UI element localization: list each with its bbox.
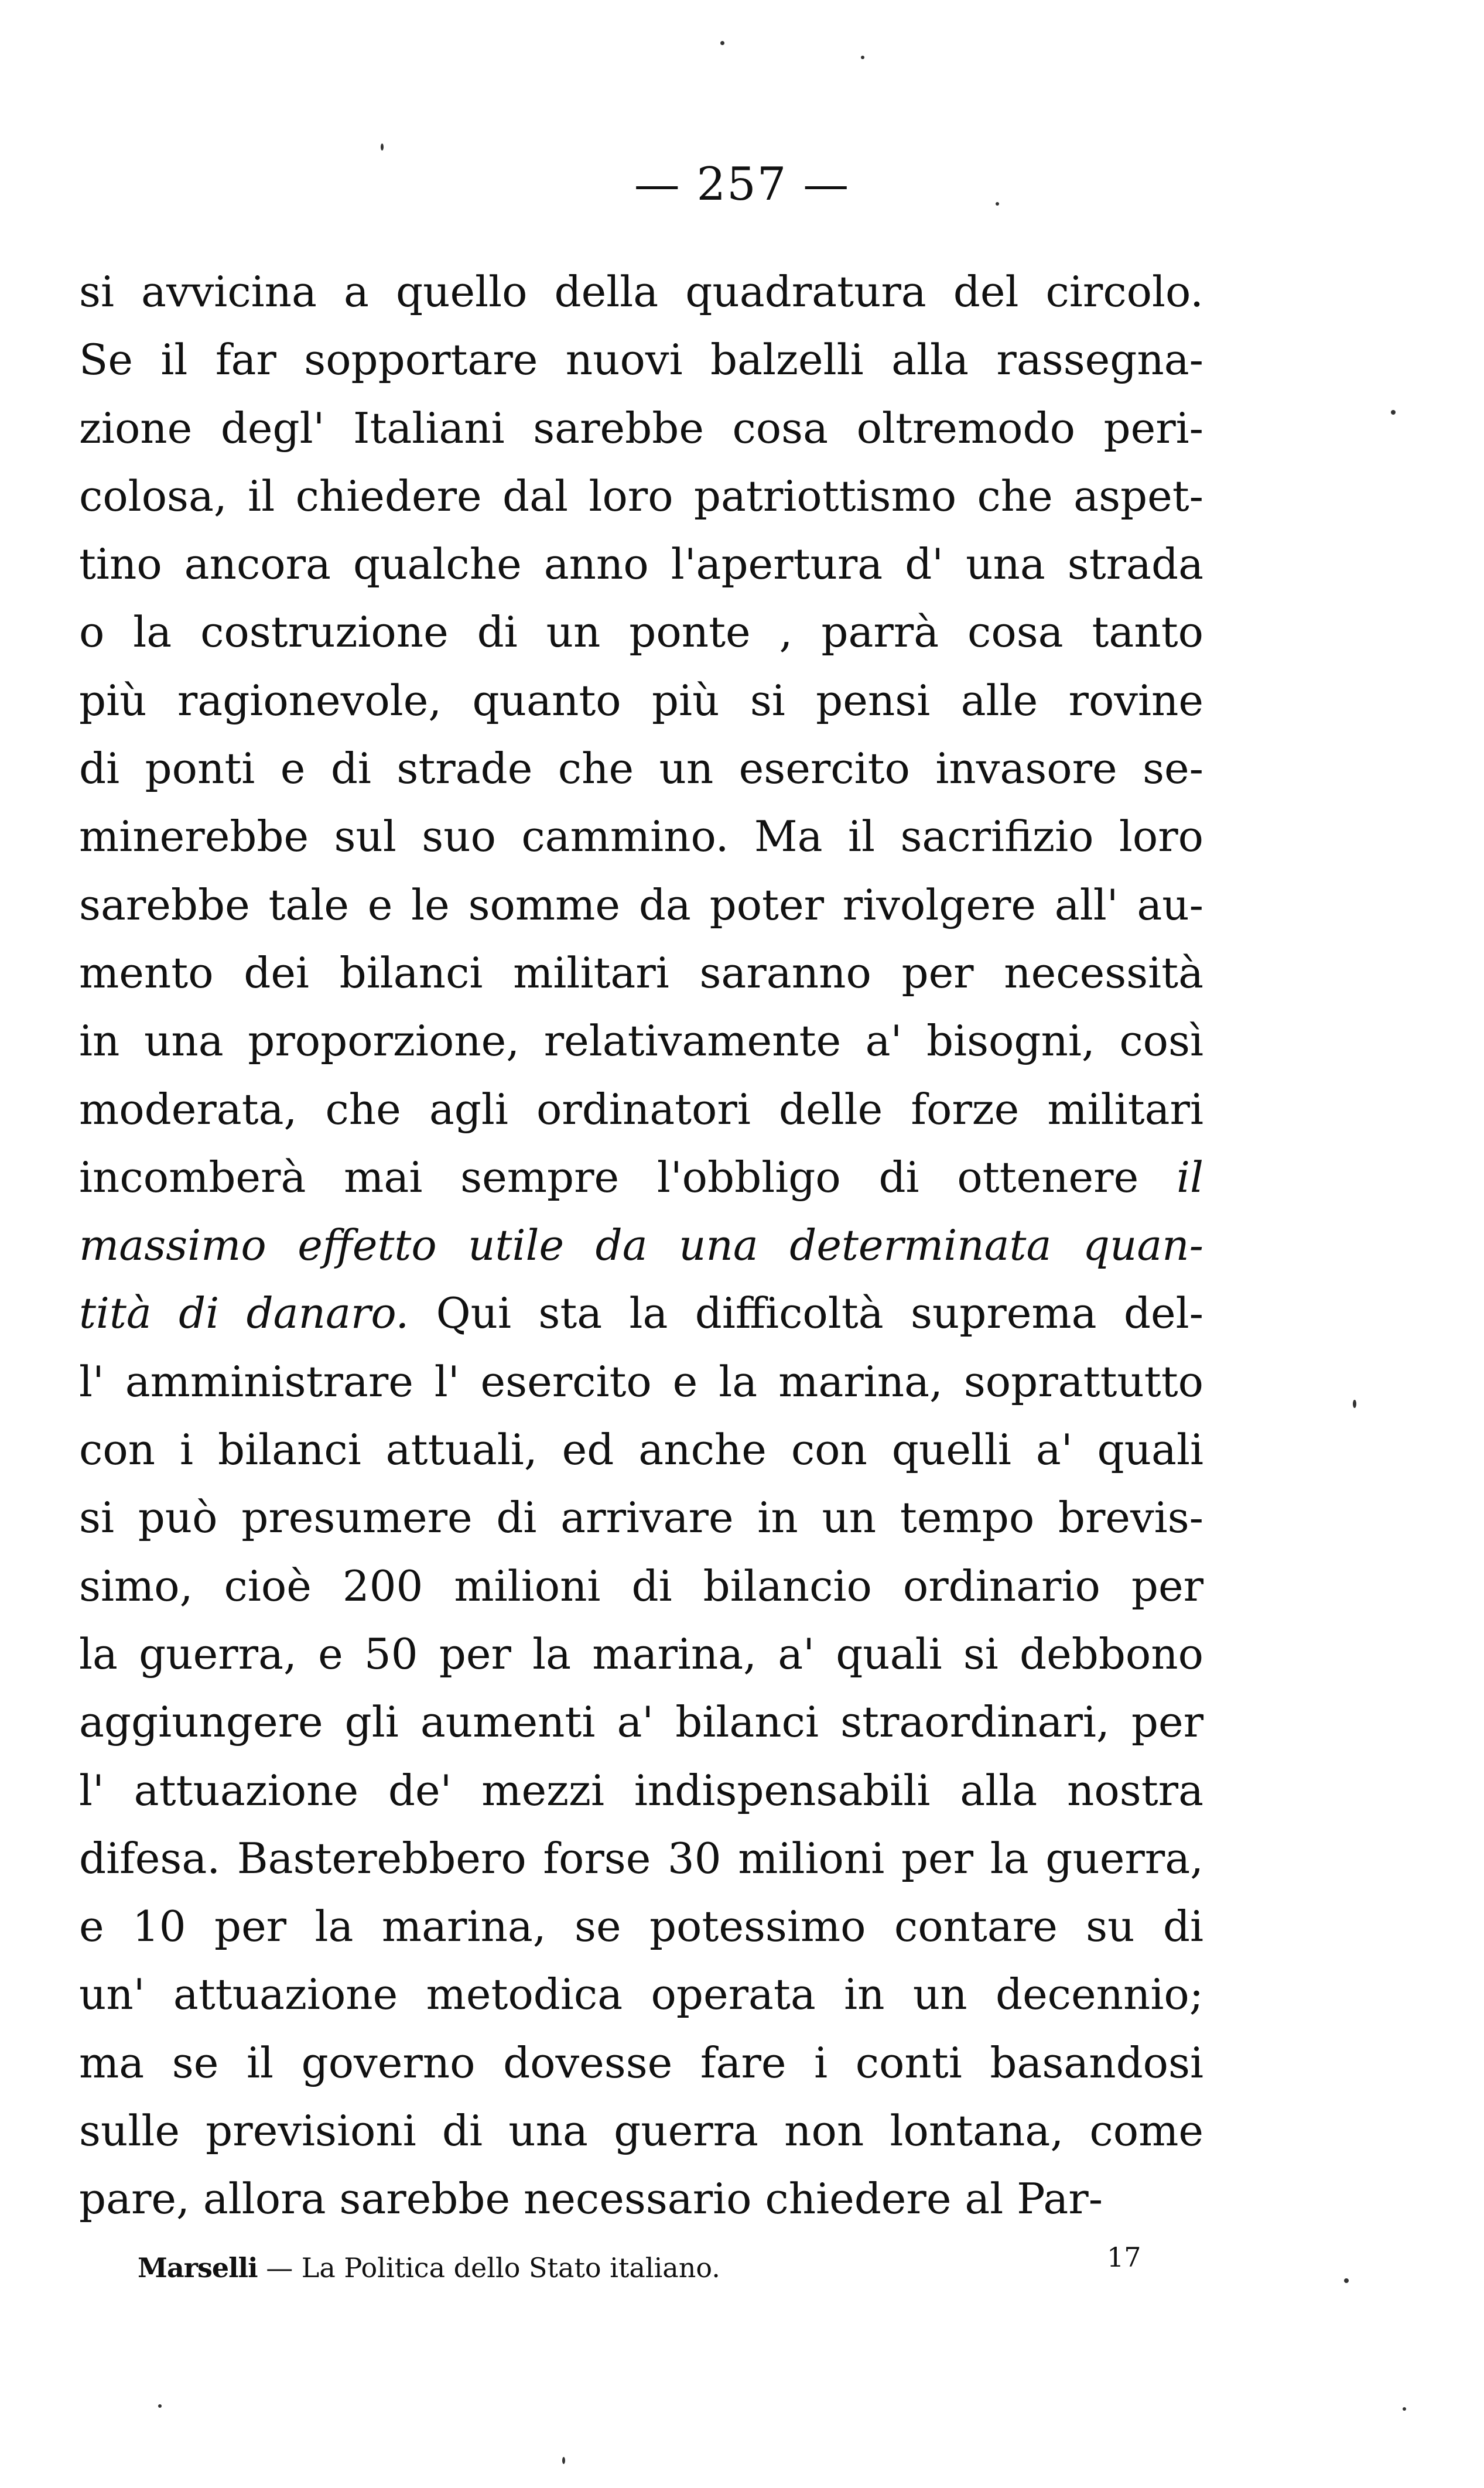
footer-title: — La Politica dello Stato italiano. <box>266 2252 720 2284</box>
text-line <box>79 2165 1203 2233</box>
text-segment: mento dei bilanci militari saranno per necessità <box>79 948 1203 997</box>
scan-speck <box>1344 2278 1349 2283</box>
text-line <box>79 939 1203 1007</box>
text-segment: e 10 per la marina, se potessimo contare su di <box>79 1902 1203 1952</box>
text-line <box>79 1075 1203 1143</box>
scan-speck <box>861 56 864 59</box>
text-segment: moderata, che agli ordinatori delle forze militari <box>79 1084 1203 1134</box>
italic-text-segment: tità di danaro. <box>79 1289 409 1338</box>
text-line <box>79 530 1203 598</box>
text-line <box>79 326 1203 394</box>
scan-speck <box>158 2404 162 2408</box>
text-line <box>79 1824 1203 1892</box>
text-segment: colosa, il chiedere dal loro patriottismo che aspet- <box>79 471 1203 521</box>
text-line <box>79 1279 1203 1347</box>
scan-speck <box>1391 410 1396 415</box>
text-segment: si può presumere di arrivare in un tempo brevis- <box>79 1493 1203 1543</box>
text-segment: in una proporzione, relativamente a' bisogni, così <box>79 1016 1203 1066</box>
text-segment: Se il far sopportare nuovi balzelli alla rassegna- <box>79 335 1203 385</box>
text-segment: l' attuazione de' mezzi indispensabili alla nostra <box>79 1765 1203 1815</box>
text-line <box>79 871 1203 939</box>
text-segment: con i bilanci attuali, ed anche con quelli a' quali <box>79 1425 1203 1475</box>
text-line <box>79 734 1203 802</box>
text-line <box>79 1756 1203 1824</box>
text-segment: più ragionevole, quanto più si pensi alle rovine <box>79 675 1203 725</box>
text-line <box>79 1960 1203 2028</box>
text-segment: Qui sta la difficoltà suprema del- <box>409 1289 1203 1338</box>
text-segment: ma se il governo dovesse fare i conti basandosi <box>79 2038 1203 2087</box>
italic-text-segment: il <box>1176 1152 1203 1202</box>
text-line <box>79 394 1203 462</box>
text-segment: sarebbe tale e le somme da poter rivolgere all' au- <box>79 880 1203 929</box>
text-line <box>79 1007 1203 1075</box>
text-line <box>79 1348 1203 1416</box>
text-segment: difesa. Basterebbero forse 30 milioni per la guerra, <box>79 1833 1203 1883</box>
scan-speck <box>1353 1400 1356 1408</box>
text-segment: pare, allora sarebbe necessario chiedere al Par- <box>79 2174 1103 2224</box>
scan-speck <box>996 202 999 206</box>
body-text <box>79 258 1203 2233</box>
text-segment: un' attuazione metodica operata in un decennio; <box>79 1970 1203 2019</box>
italic-text-segment: massimo effetto utile da una determinata quan- <box>79 1221 1203 1270</box>
text-segment: simo, cioè 200 milioni di bilancio ordinario per <box>79 1561 1203 1611</box>
text-line <box>79 1552 1203 1620</box>
text-segment: sulle previsioni di una guerra non lontana, come <box>79 2106 1203 2156</box>
text-segment: si avvicina a quello della quadratura del circolo. <box>79 267 1203 316</box>
text-segment: zione degl' Italiani sarebbe cosa oltremodo peri- <box>79 403 1203 453</box>
scan-speck <box>381 143 384 151</box>
page-footer <box>138 2241 1141 2293</box>
text-segment: la guerra, e 50 per la marina, a' quali si debbono <box>79 1629 1203 1679</box>
text-line <box>79 258 1203 326</box>
text-segment: incomberà mai sempre l'obbligo di ottenere <box>79 1152 1177 1202</box>
scan-speck <box>1403 2407 1406 2411</box>
text-line <box>79 2029 1203 2097</box>
text-line <box>79 802 1203 870</box>
text-segment: di ponti e di strade che un esercito invasore se- <box>79 744 1203 794</box>
footer-author: Marselli <box>138 2252 258 2284</box>
text-line <box>79 667 1203 734</box>
sheet-signature-number: 17 <box>1107 2241 1141 2273</box>
text-line <box>79 1484 1203 1551</box>
text-line <box>79 1211 1203 1279</box>
text-segment: tino ancora qualche anno l'apertura d' una strada <box>79 539 1203 589</box>
text-segment: minerebbe sul suo cammino. Ma il sacrifizio loro <box>79 812 1203 862</box>
text-line <box>79 1143 1203 1211</box>
text-line <box>79 2097 1203 2165</box>
text-line <box>79 1688 1203 1756</box>
scan-speck <box>562 2457 565 2464</box>
text-line <box>79 462 1203 530</box>
text-segment: o la costruzione di un ponte , parrà cosa tanto <box>79 607 1203 657</box>
text-line <box>79 1620 1203 1688</box>
footer-signature <box>138 2252 720 2284</box>
text-segment: l' amministrare l' esercito e la marina, soprattutto <box>79 1356 1203 1406</box>
scan-speck <box>720 41 724 45</box>
text-line <box>79 1892 1203 1960</box>
text-line <box>79 1416 1203 1484</box>
page-number: — 257 — <box>634 158 850 211</box>
text-segment: aggiungere gli aumenti a' bilanci straordinari, per <box>79 1697 1203 1747</box>
text-line <box>79 598 1203 666</box>
